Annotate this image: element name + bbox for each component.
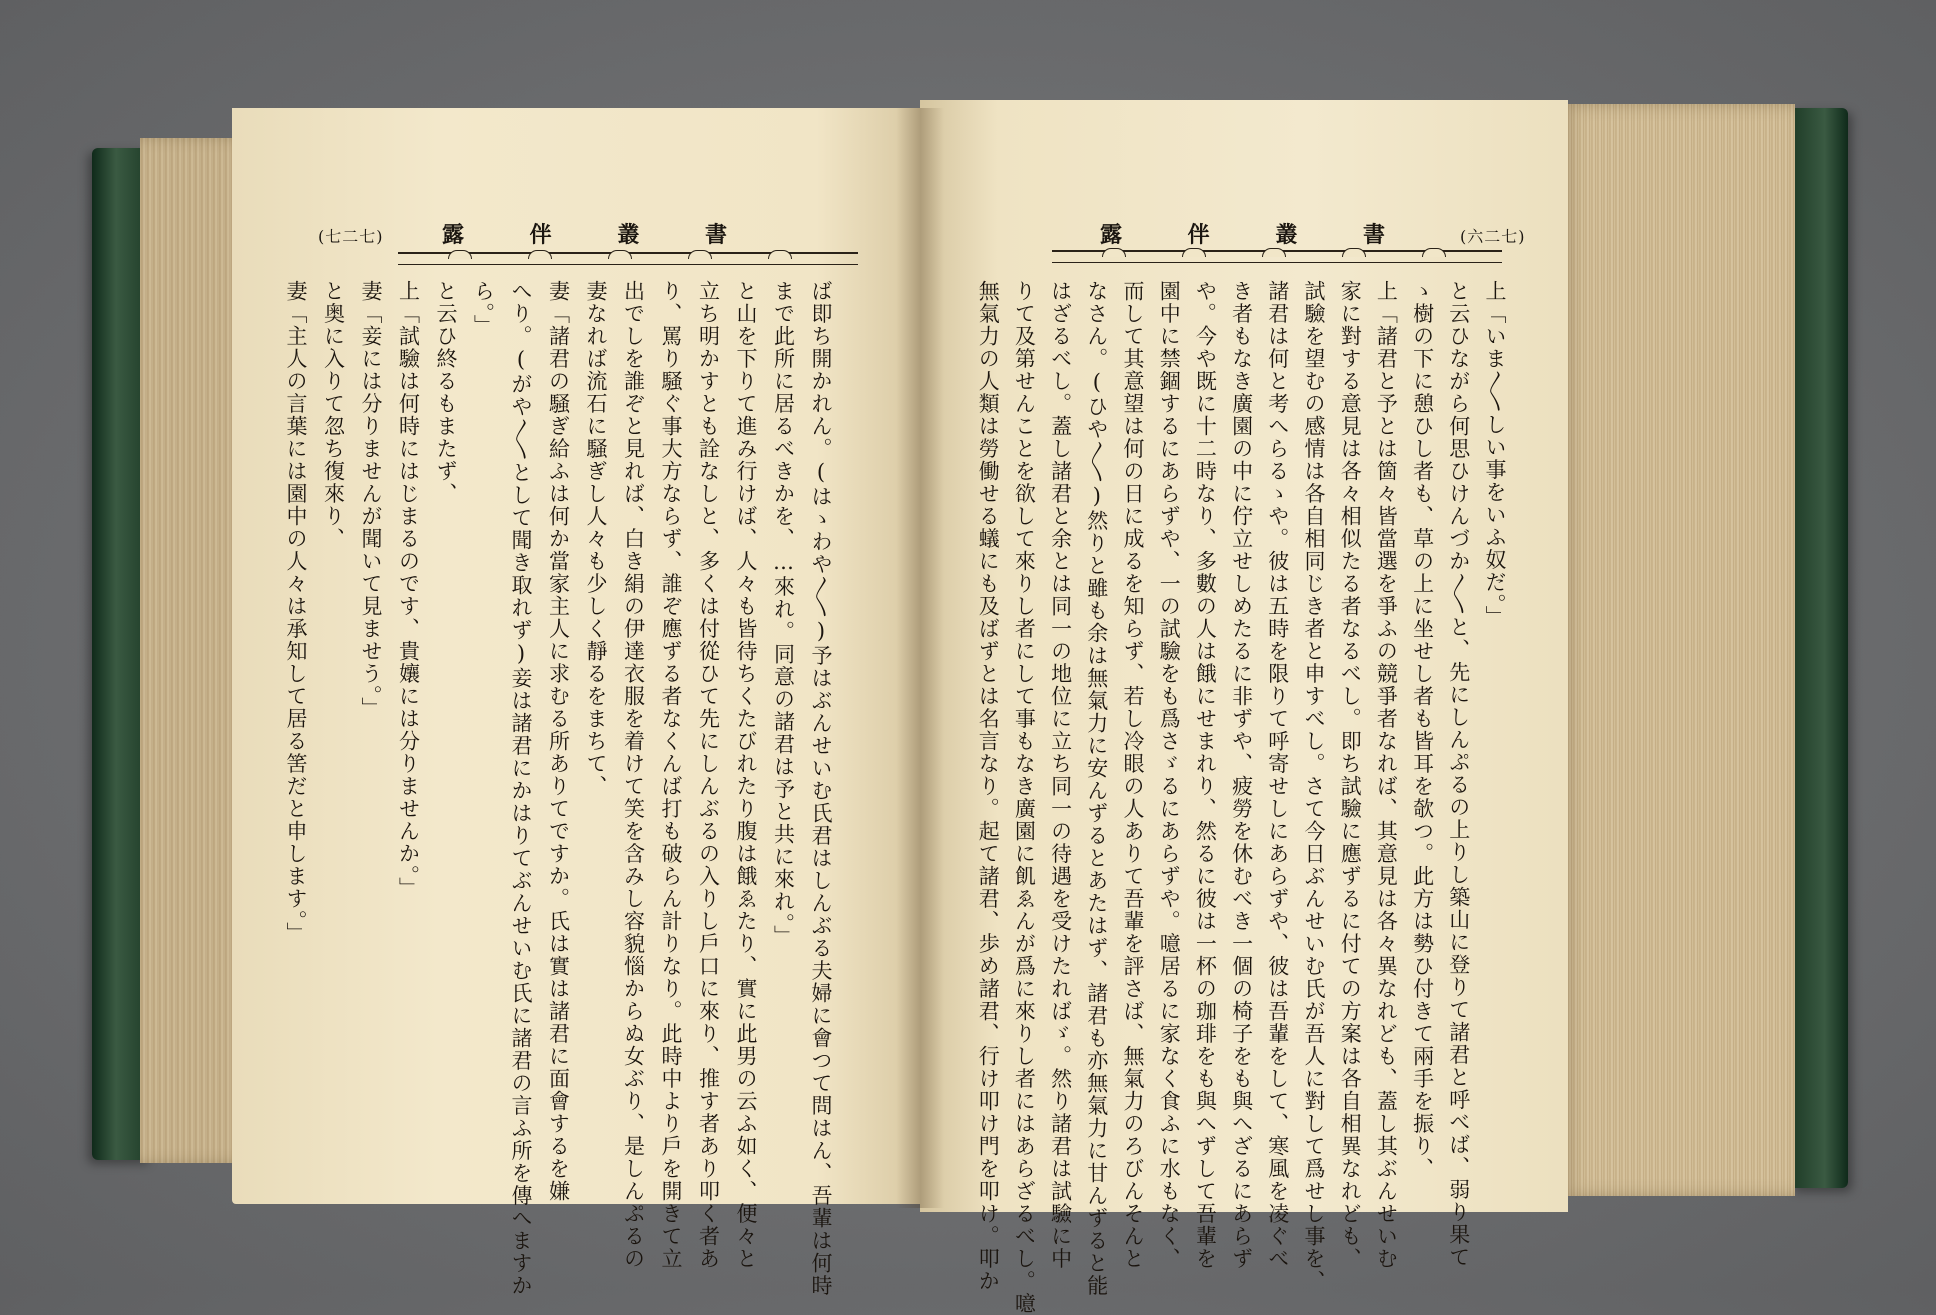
text-column: 上「試驗は何時にはじまるのです、貴孃には分りませんか。」 [396,280,421,900]
book-cover-right [1790,108,1848,1188]
rule-ornament [528,250,552,259]
text-column: 諸君は何と考へらるゝや。彼は五時を限りて呼寄せしにあらずや、彼は吾輩をして、寒風を凌ぐべ [1265,280,1290,1270]
text-column: と奥に入りて忽ち復來り、 [321,280,346,550]
left-page [232,108,920,1297]
rule-ornament [448,250,472,259]
text-column: と山を下りて進み行けば、人々も皆待ちくたびれたり腹は餓ゑたり、實に此男の云ふ如く、便々と [734,280,758,1270]
text-column: なさん。(ひや〳〵)然りと雖も余は無氣力に安んずるとあたはず、諸君も亦無氣力に甘んずると能 [1084,280,1109,1297]
rule-ornament [1422,248,1446,257]
text-column: 出でしを誰ぞと見れば、白き絹の伊達衣服を着けて笑を含みし容貌惱からぬ女ぶり、是しんぷるの [621,280,646,1270]
rule-ornament [688,250,712,259]
text-column: 試驗を望むの感情は各自相同じき者と申すべし。さて今日ぶんせいむ氏が吾人に對して爲せし事を、 [1302,280,1326,1293]
rule-ornament [1342,248,1366,257]
rule-ornament [1102,248,1126,257]
text-column: まで此所に居るべきかを、…來れ。同意の諸君は予と共に來れ。」 [771,280,796,948]
text-column: や。今や既に十二時なり、多數の人は餓にせまれり、然るに彼は一杯の珈琲をも與へずして吾輩を [1193,280,1218,1270]
text-column: はざるべし。蓋し諸君と余とは同一の地位に立ち同一の待遇を受けたればゞ。然り諸君は試驗に中 [1048,280,1073,1270]
text-column: と云ひながら何思ひけんづか〳〵と、先にしんぷるの上りし築山に登りて諸君と呼べば、弱り果て [1446,280,1471,1269]
text-column: 家に對する意見は各々相似たる者なるべし。即ち試驗に應ずるに付ての方案は各自相異なれども、 [1338,280,1363,1270]
left-page-header [232,108,920,248]
text-column: ゝ樹の下に憩ひし者も、草の上に坐せし者も皆耳を欹つ。此方は勢ひ付きて兩手を振り、 [1410,280,1435,1180]
rule-ornament [768,250,792,259]
text-column: 妻「主人の言葉には園中の人々は承知して居る筈だと申します。」 [284,280,308,945]
rule-ornament [1262,248,1286,257]
text-column: 妻なれば流石に騒ぎし人々も少しく靜るをまちて、 [584,280,608,798]
text-column: りて及第せんことを欲して來りし者にして事もなき廣園に飢ゑんが爲に來りし者にはあらざるべし。噫 [1012,280,1037,1315]
right-page-number: (六二七) [1460,227,1526,246]
left-header-rule [398,252,858,265]
right-page-header [920,100,1568,248]
page-edges-right [1560,104,1795,1196]
left-running-title: 露 伴 叢 書 [442,222,727,248]
text-column: 園中に禁錮するにあらずや、一の試驗をも爲さゞるにあらずや。噫居るに家なく食ふに水もなく、 [1157,280,1182,1270]
text-column: と云ひ終るもまたず、 [434,280,458,505]
text-column: ら。」 [471,280,496,337]
rule-ornament [608,250,632,259]
text-column: 無氣力の人類は勞働せる蟻にも及ばずとは名言なり。起て諸君、歩め諸君、行け叩け門を叩け。叩か [976,280,1001,1293]
rule-ornament [1182,248,1206,257]
text-column: 立ち明かすとも詮なしと、多くは付從ひて先にしんぶるの入りし戶口に來り、推す者あり叩く者あ [696,280,721,1270]
text-column: り、罵り騒ぐ事大方ならず、誰ぞ應ずる者なくんば打も破らん計りなり。此時中より戶を開きて立 [659,280,683,1270]
text-column: 而して其意望は何の日に成るを知らず、若し冷眼の人ありて吾輩を評さば、無氣力のろびんそんと [1121,280,1145,1270]
text-column: 上「いま〳〵しい事をいふ奴だ。」 [1483,280,1507,628]
text-column: ば即ち開かれん。(はゝわや〳〵)予はぶんせいむ氏君はしんぶる夫婦に會つて問はん、吾輩は何時 [809,280,833,1297]
right-page [920,100,1568,1315]
left-page-number: (七二七) [318,227,384,246]
text-column: へり。(がや〳〵として聞き取れず)妾は諸君にかはりてぶんせいむ氏に諸君の言ふ所を傳へますか [509,280,533,1297]
text-column: き者もなき廣園の中に佇立せしめたるに非ずや、疲勞を休むべき一個の椅子をも與へざるにあらず [1229,280,1254,1270]
text-column: 妻「妾には分りませんが聞いて見ませう。」 [359,280,383,720]
right-running-title: 露 伴 叢 書 [1100,222,1385,248]
book-gutter [896,108,944,1208]
right-header-rule [1052,250,1502,263]
text-column: 妻「諸君の騒ぎ給ふは何か當家主人に求むる所ありてですか。氏は實は諸君に面會するを嫌 [546,280,571,1203]
text-column: 上「諸君と予とは箇々皆當選を爭ふの競爭者なれば、其意見は各々異なれども、蓋し其ぶんせいむ [1374,280,1399,1270]
